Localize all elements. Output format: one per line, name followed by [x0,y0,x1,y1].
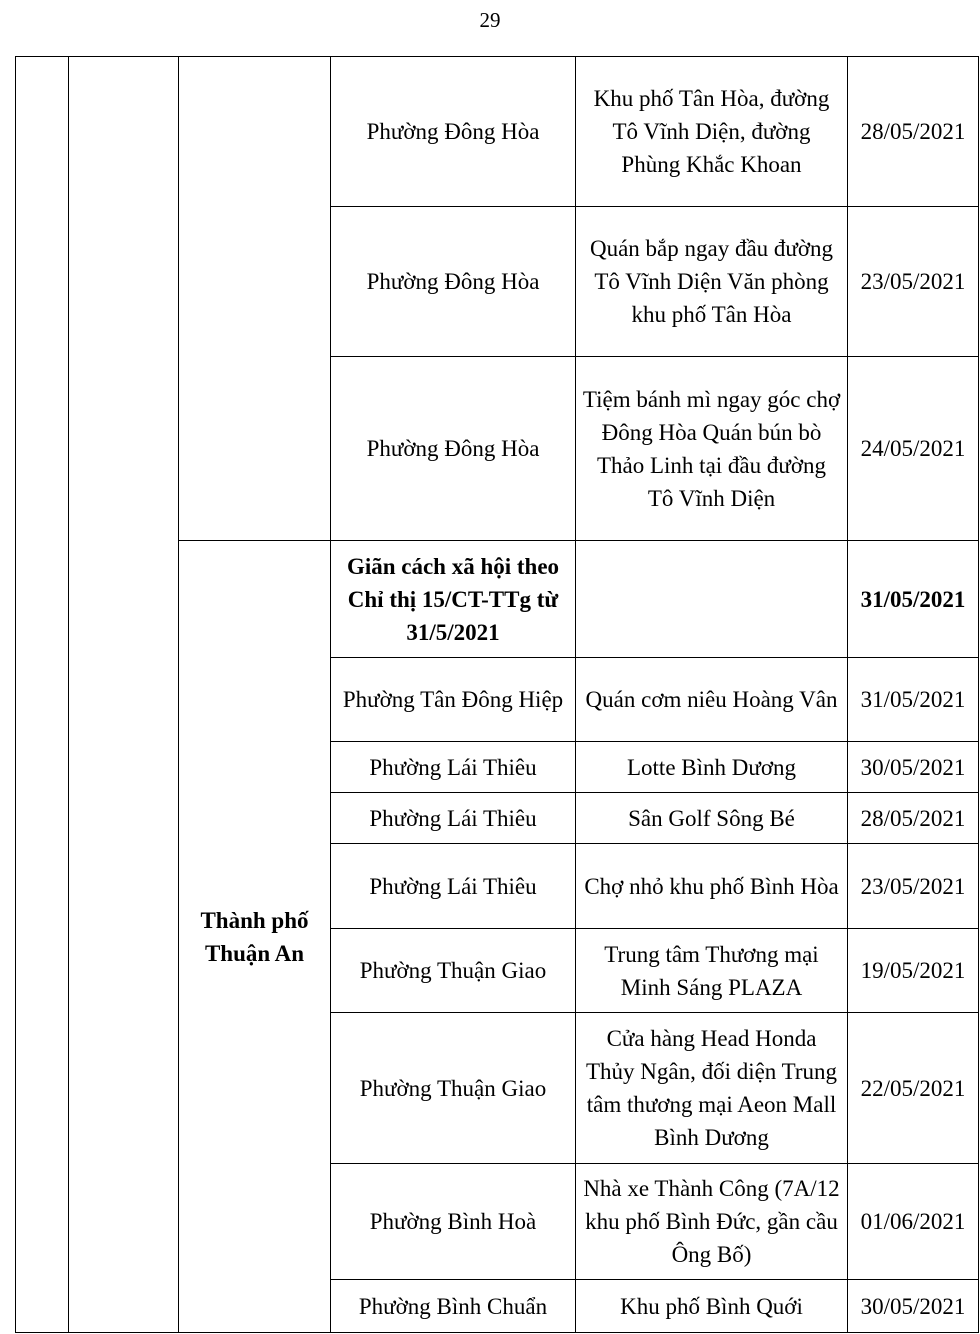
location-cell: Sân Golf Sông Bé [576,793,848,844]
ward-cell: Phường Lái Thiêu [331,793,576,844]
section-location [576,541,848,658]
date-cell: 23/05/2021 [848,844,979,929]
location-cell: Trung tâm Thương mại Minh Sáng PLAZA [576,929,848,1013]
ward-cell: Phường Bình Chuẩn [331,1280,576,1333]
date-cell: 31/05/2021 [848,658,979,742]
section-label: Giãn cách xã hội theo Chỉ thị 15/CT-TTg từ 31/5/2021 [331,541,576,658]
date-cell: 28/05/2021 [848,57,979,207]
ward-cell: Phường Thuận Giao [331,1013,576,1164]
ward-cell: Phường Đông Hòa [331,357,576,541]
date-cell: 30/05/2021 [848,742,979,793]
location-cell: Lotte Bình Dương [576,742,848,793]
date-cell: 24/05/2021 [848,357,979,541]
district-cell: Thành phố Thuận An [179,541,331,1333]
ward-cell: Phường Lái Thiêu [331,742,576,793]
index-cell [16,57,69,1333]
ward-cell: Phường Tân Đông Hiệp [331,658,576,742]
ward-cell: Phường Thuận Giao [331,929,576,1013]
date-cell: 28/05/2021 [848,793,979,844]
ward-cell: Phường Lái Thiêu [331,844,576,929]
date-cell: 23/05/2021 [848,207,979,357]
location-cell: Quán cơm niêu Hoàng Vân [576,658,848,742]
location-cell: Quán bắp ngay đầu đường Tô Vĩnh Diện Văn phòng khu phố Tân Hòa [576,207,848,357]
date-cell: 19/05/2021 [848,929,979,1013]
date-cell: 30/05/2021 [848,1280,979,1333]
page-number: 29 [479,8,501,32]
location-cell: Tiệm bánh mì ngay góc chợ Đông Hòa Quán bún bò Thảo Linh tại đầu đường Tô Vĩnh Diện [576,357,848,541]
location-cell: Cửa hàng Head Honda Thủy Ngân, đối diện Trung tâm thương mại Aeon Mall Bình Dương [576,1013,848,1164]
location-cell: Khu phố Tân Hòa, đường Tô Vĩnh Diện, đường Phùng Khắc Khoan [576,57,848,207]
ward-cell: Phường Đông Hòa [331,207,576,357]
ward-cell: Phường Đông Hòa [331,57,576,207]
ward-cell: Phường Bình Hoà [331,1164,576,1280]
location-cell: Chợ nhỏ khu phố Bình Hòa [576,844,848,929]
previous-district-cell [179,57,331,541]
location-cell: Nhà xe Thành Công (7A/12 khu phố Bình Đức, gần cầu Ông Bố) [576,1164,848,1280]
location-cell: Khu phố Bình Quới [576,1280,848,1333]
table-row [16,57,979,207]
section-date: 31/05/2021 [848,541,979,658]
date-cell: 01/06/2021 [848,1164,979,1280]
outbreak-locations-table [15,56,979,1333]
date-cell: 22/05/2021 [848,1013,979,1164]
province-cell [69,57,179,1333]
